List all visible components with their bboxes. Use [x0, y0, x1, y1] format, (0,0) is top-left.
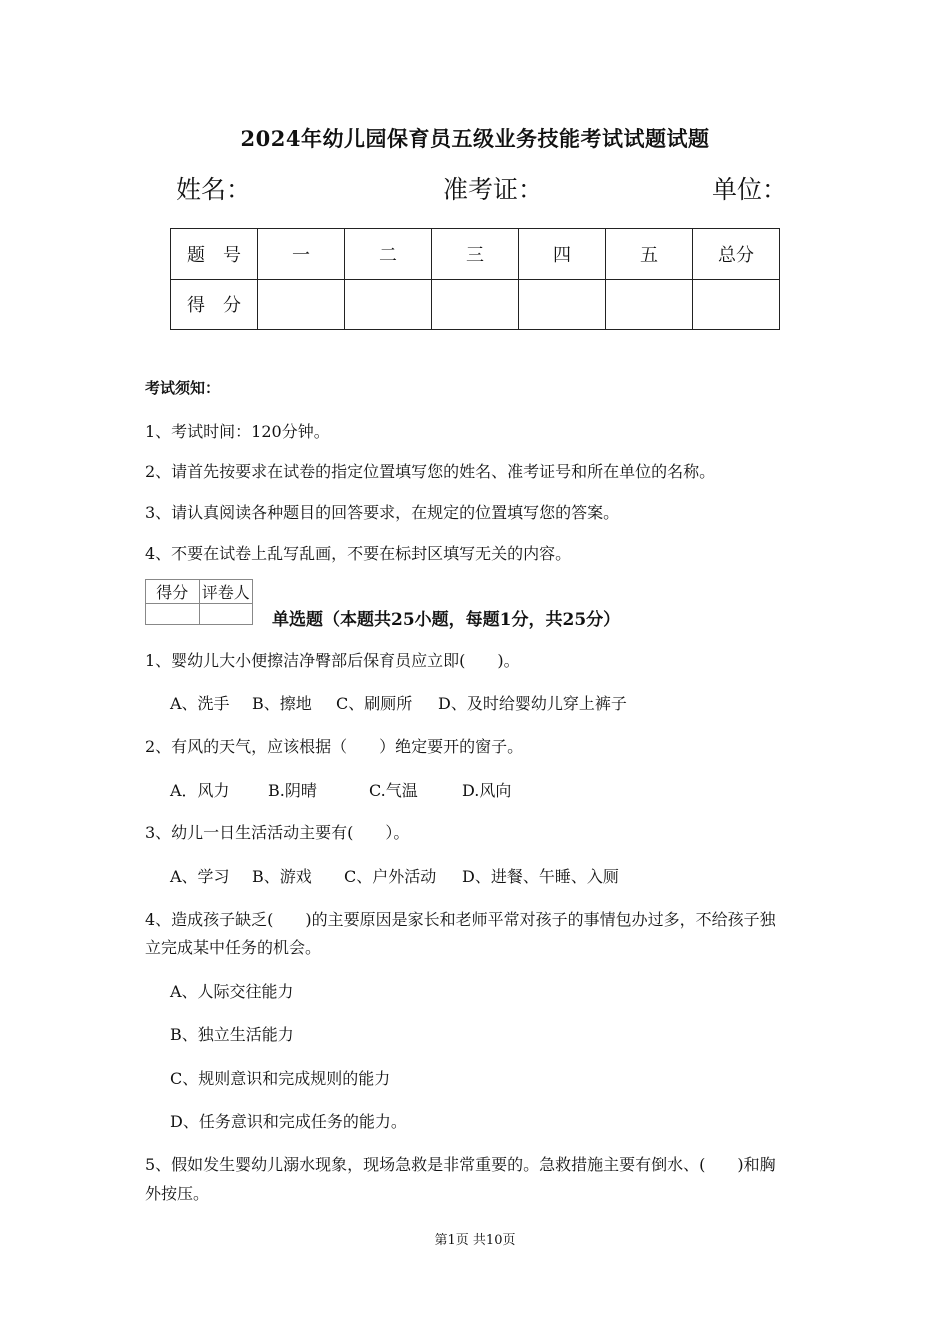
question-options	[170, 864, 619, 887]
question-text: 2、有风的天气，应该根据（ ）绝定要开的窗子。	[145, 737, 524, 756]
score-table-score-row	[171, 279, 780, 330]
score-table-header-row	[171, 229, 780, 280]
grader-box-grader-cell[interactable]	[199, 604, 253, 625]
score-input-cell[interactable]	[432, 279, 519, 330]
option[interactable]: B、擦地	[252, 694, 312, 713]
score-input-cell[interactable]	[258, 279, 345, 330]
option[interactable]: D.风向	[462, 781, 512, 800]
name-field-label: 姓名：	[176, 175, 252, 204]
question-text: 3、幼儿一日生活活动主要有( ）。	[145, 823, 410, 842]
question-text: 5、假如发生婴幼儿溺水现象，现场急救是非常重要的。急救措施主要有倒水、( )和胸	[145, 1155, 776, 1174]
option[interactable]: A、学习	[170, 867, 230, 886]
option[interactable]: B、游戏	[252, 867, 312, 886]
notice-item: 3、请认真阅读各种题目的回答要求，在规定的位置填写您的答案。	[145, 503, 620, 522]
option[interactable]: D、任务意识和完成任务的能力。	[170, 1112, 407, 1131]
option[interactable]: A、洗手	[170, 694, 230, 713]
score-table-cell: 题 号	[171, 229, 258, 280]
score-table-cell: 总分	[693, 229, 780, 280]
score-input-cell[interactable]	[519, 279, 606, 330]
score-table	[170, 228, 780, 330]
score-input-cell[interactable]	[606, 279, 693, 330]
score-table-cell: 三	[432, 229, 519, 280]
unit-field-label: 单位：	[712, 175, 788, 204]
score-input-cell[interactable]	[345, 279, 432, 330]
option[interactable]: C、规则意识和完成规则的能力	[170, 1069, 391, 1088]
option[interactable]: B.阴晴	[268, 781, 317, 800]
grader-box	[145, 579, 253, 625]
question-text: 外按压。	[145, 1184, 210, 1203]
score-table-cell: 得 分	[171, 279, 258, 330]
question-text: 1、婴幼儿大小便擦洁净臀部后保育员应立即( )。	[145, 651, 520, 670]
option[interactable]: B、独立生活能力	[170, 1025, 294, 1044]
grader-box-score-cell[interactable]	[146, 604, 200, 625]
notice-item: 4、不要在试卷上乱写乱画，不要在标封区填写无关的内容。	[145, 544, 572, 563]
question-text: 立完成某中任务的机会。	[145, 938, 322, 957]
document-title: 2024年幼儿园保育员五级业务技能考试试题试题	[240, 126, 710, 151]
notice-heading: 考试须知：	[145, 379, 221, 397]
option[interactable]: D、进餐、午睡、入厕	[462, 867, 619, 886]
option[interactable]: C、户外活动	[344, 867, 437, 886]
question-options	[170, 778, 511, 801]
question-options	[170, 691, 627, 714]
score-table-cell: 一	[258, 229, 345, 280]
option[interactable]: D、及时给婴幼儿穿上裤子	[438, 694, 627, 713]
notice-item: 1、考试时间：120分钟。	[145, 422, 330, 441]
grader-box-grader-label: 评卷人	[199, 580, 253, 604]
option[interactable]: A．风力	[170, 781, 230, 800]
score-input-cell[interactable]	[693, 279, 780, 330]
page-footer: 第1页 共10页	[434, 1233, 516, 1248]
notice-item: 2、请首先按要求在试卷的指定位置填写您的姓名、准考证号和所在单位的名称。	[145, 462, 716, 481]
option[interactable]: A、人际交往能力	[170, 982, 294, 1001]
score-table-cell: 二	[345, 229, 432, 280]
exam-number-field-label: 准考证：	[443, 175, 544, 204]
section-title: 单选题（本题共25小题，每题1分，共25分）	[272, 610, 621, 630]
grader-box-score-label: 得分	[146, 580, 200, 604]
score-table-cell: 五	[606, 229, 693, 280]
option[interactable]: C.气温	[369, 781, 418, 800]
option[interactable]: C、刷厕所	[336, 694, 413, 713]
score-table-cell: 四	[519, 229, 606, 280]
question-text: 4、造成孩子缺乏( )的主要原因是家长和老师平常对孩子的事情包办过多，不给孩子独	[145, 910, 776, 929]
